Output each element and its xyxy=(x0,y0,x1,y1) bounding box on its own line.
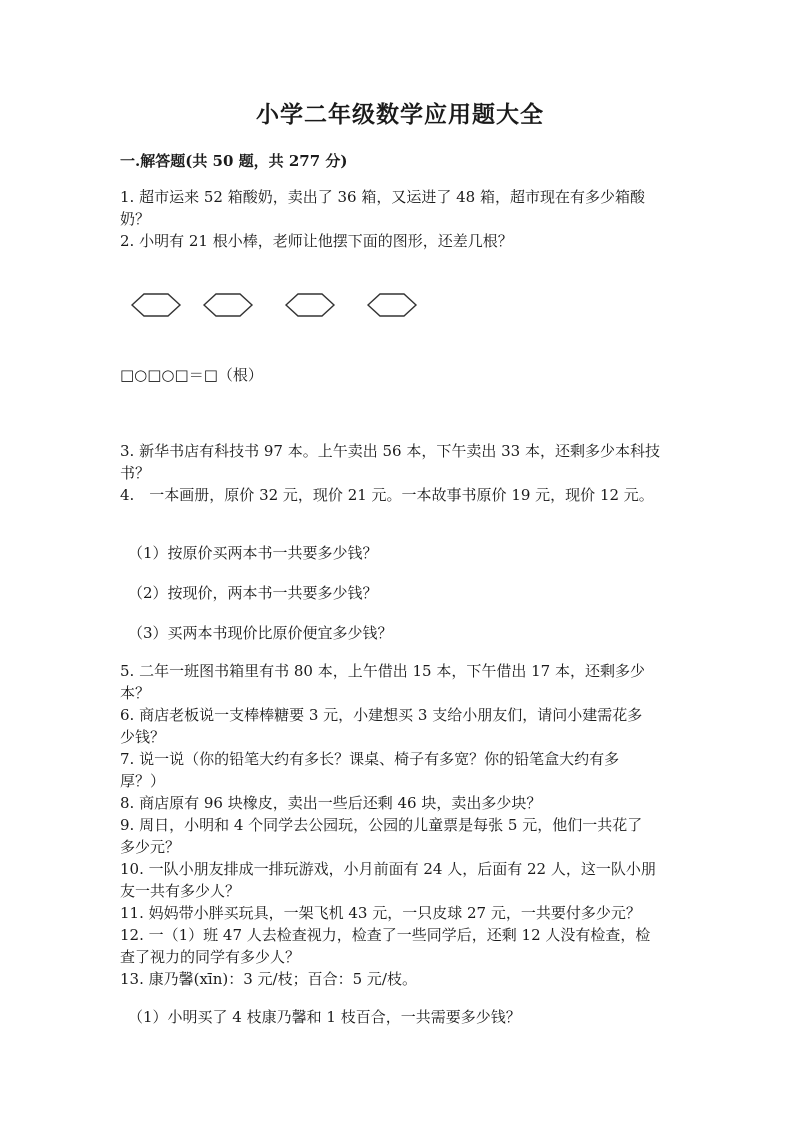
question-9-line-2: 多少元？ xyxy=(120,838,181,856)
question-4-part-3: （3）买两本书现价比原价便宜多少钱？ xyxy=(128,624,393,642)
question-1-line-2: 奶？ xyxy=(120,210,151,228)
question-12-line-2: 查了视力的同学有多少人？ xyxy=(120,948,301,966)
question-6-line-2: 少钱？ xyxy=(120,728,166,746)
question-12-line-1: 12. 一（1）班 47 人去检查视力，检查了一些同学后，还剩 12 人没有检查，检 xyxy=(120,926,651,944)
question-1-line-1: 1. 超市运来 52 箱酸奶，卖出了 36 箱，又运进了 48 箱，超市现在有多少箱酸 xyxy=(120,188,645,206)
question-7-line-2: 厚？） xyxy=(120,772,166,790)
hexagon-shape xyxy=(286,294,334,316)
hexagon-shape xyxy=(132,294,180,316)
question-3-line-1: 3. 新华书店有科技书 97 本。上午卖出 56 本，下午卖出 33 本，还剩多少本科技 xyxy=(120,442,660,460)
question-5-line-2: 本？ xyxy=(120,684,151,702)
question-3-line-2: 书？ xyxy=(120,464,151,482)
question-11: 11. 妈妈带小胖买玩具，一架飞机 43 元，一只皮球 27 元，一共要付多少元？ xyxy=(120,904,641,922)
question-10-line-2: 友一共有多少人？ xyxy=(120,882,241,900)
page-title: 小学二年级数学应用题大全 xyxy=(256,101,544,128)
question-7-line-1: 7. 说一说（你的铅笔大约有多长？课桌、椅子有多宽？你的铅笔盒大约有多 xyxy=(120,750,620,768)
question-4: 4. 一本画册，原价 32 元，现价 21 元。一本故事书原价 19 元，现价 12 元。 xyxy=(120,486,654,504)
question-9-line-1: 9. 周日，小明和 4 个同学去公园玩，公园的儿童票是每张 5 元，他们一共花了 xyxy=(120,816,643,834)
section-header: 一.解答题(共 50 题，共 277 分) xyxy=(120,152,348,170)
question-2: 2. 小明有 21 根小棒，老师让他摆下面的图形，还差几根？ xyxy=(120,232,513,250)
question-13: 13. 康乃馨(xīn)：3 元/枝；百合：5 元/枝。 xyxy=(120,970,417,988)
question-4-part-2: （2）按现价，两本书一共要多少钱？ xyxy=(128,584,378,602)
question-4-part-1: （1）按原价买两本书一共要多少钱？ xyxy=(128,544,378,562)
question-10-line-1: 10. 一队小朋友排成一排玩游戏，小月前面有 24 人，后面有 22 人，这一队小朋 xyxy=(120,860,656,878)
hexagon-figures xyxy=(128,290,428,320)
hexagon-shape xyxy=(368,294,416,316)
question-13-part-1: （1）小明买了 4 枝康乃馨和 1 枝百合，一共需要多少钱？ xyxy=(128,1008,521,1026)
question-6-line-1: 6. 商店老板说一支棒棒糖要 3 元，小建想买 3 支给小朋友们，请问小建需花多 xyxy=(120,706,643,724)
hexagon-shape xyxy=(204,294,252,316)
question-8: 8. 商店原有 96 块橡皮，卖出一些后还剩 46 块，卖出多少块？ xyxy=(120,794,542,812)
question-5-line-1: 5. 二年一班图书箱里有书 80 本，上午借出 15 本，下午借出 17 本，还剩多少 xyxy=(120,662,645,680)
question-2-answer-format: □○□○□＝□（根） xyxy=(120,366,263,384)
